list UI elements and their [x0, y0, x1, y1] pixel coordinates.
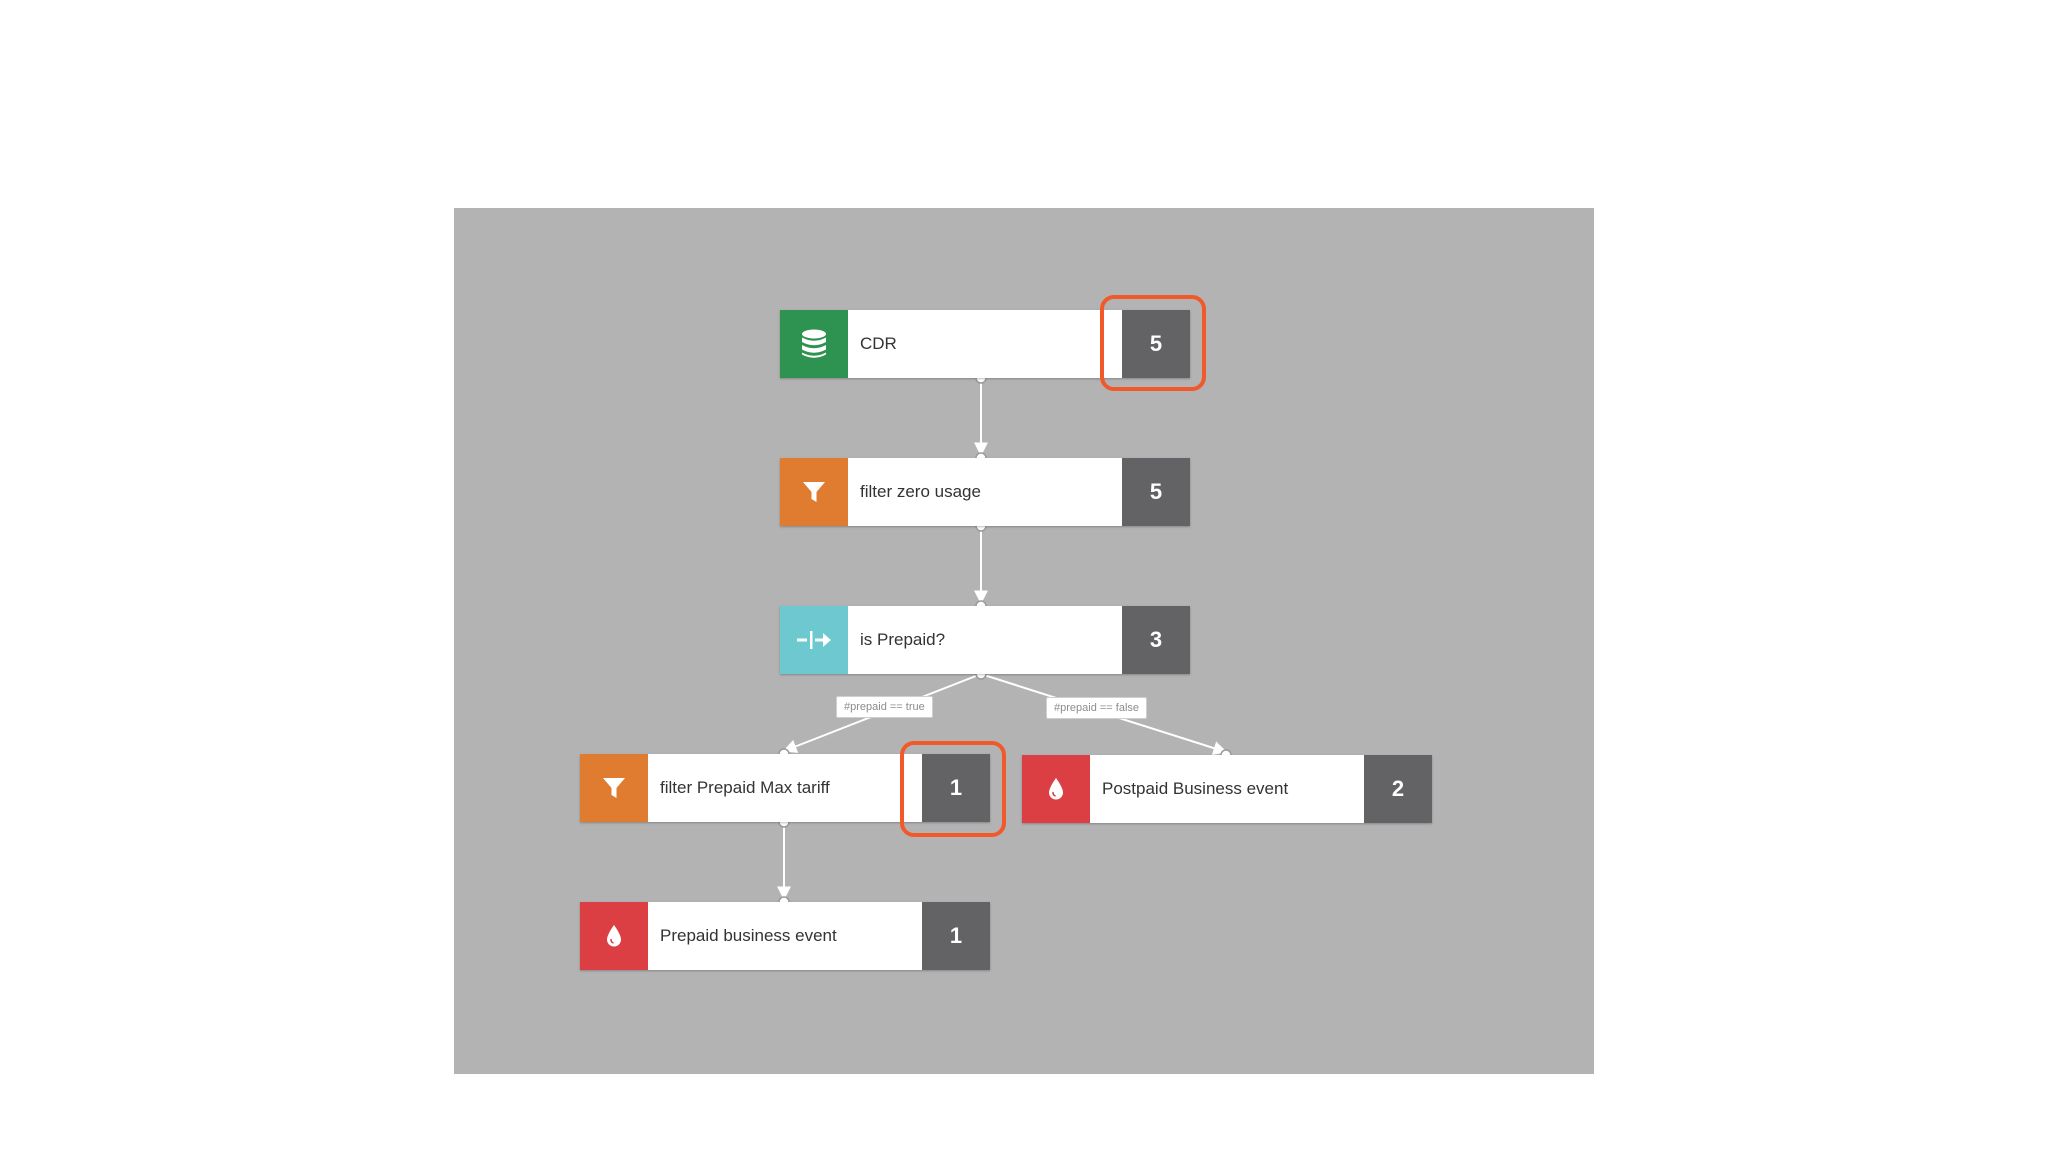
- node-prepaid-business-event-count: 1: [922, 902, 990, 970]
- database-icon: [801, 329, 827, 359]
- split-arrow-icon: [796, 629, 832, 651]
- node-is-prepaid[interactable]: [780, 606, 1190, 674]
- edge-label-prepaid-false: #prepaid == false: [1046, 697, 1147, 719]
- node-prepaid-business-event-icon-box: [580, 902, 648, 970]
- node-cdr[interactable]: [780, 310, 1190, 378]
- node-filter-zero-usage-icon-box: [780, 458, 848, 526]
- node-filter-zero-usage-label: filter zero usage: [848, 458, 1122, 526]
- edge-label-prepaid-true: #prepaid == true: [836, 696, 933, 718]
- node-is-prepaid-label: is Prepaid?: [848, 606, 1122, 674]
- node-postpaid-business-event[interactable]: [1022, 755, 1432, 823]
- node-filter-prepaid-max-tariff[interactable]: [580, 754, 990, 822]
- node-cdr-count: 5: [1122, 310, 1190, 378]
- node-postpaid-business-event-icon-box: [1022, 755, 1090, 823]
- funnel-icon: [602, 776, 626, 800]
- node-filter-prepaid-max-tariff-count: 1: [922, 754, 990, 822]
- node-filter-zero-usage-count: 5: [1122, 458, 1190, 526]
- node-postpaid-business-event-label: Postpaid Business event: [1090, 755, 1364, 823]
- node-prepaid-business-event[interactable]: [580, 902, 990, 970]
- flow-canvas: [454, 208, 1594, 1074]
- node-is-prepaid-icon-box: [780, 606, 848, 674]
- drop-icon: [1047, 777, 1065, 801]
- node-prepaid-business-event-label: Prepaid business event: [648, 902, 922, 970]
- node-postpaid-business-event-count: 2: [1364, 755, 1432, 823]
- node-is-prepaid-count: 3: [1122, 606, 1190, 674]
- node-cdr-label: CDR: [848, 310, 1122, 378]
- node-filter-prepaid-max-tariff-icon-box: [580, 754, 648, 822]
- drop-icon: [605, 924, 623, 948]
- funnel-icon: [802, 480, 826, 504]
- node-filter-prepaid-max-tariff-label: filter Prepaid Max tariff: [648, 754, 922, 822]
- node-cdr-icon-box: [780, 310, 848, 378]
- node-filter-zero-usage[interactable]: [780, 458, 1190, 526]
